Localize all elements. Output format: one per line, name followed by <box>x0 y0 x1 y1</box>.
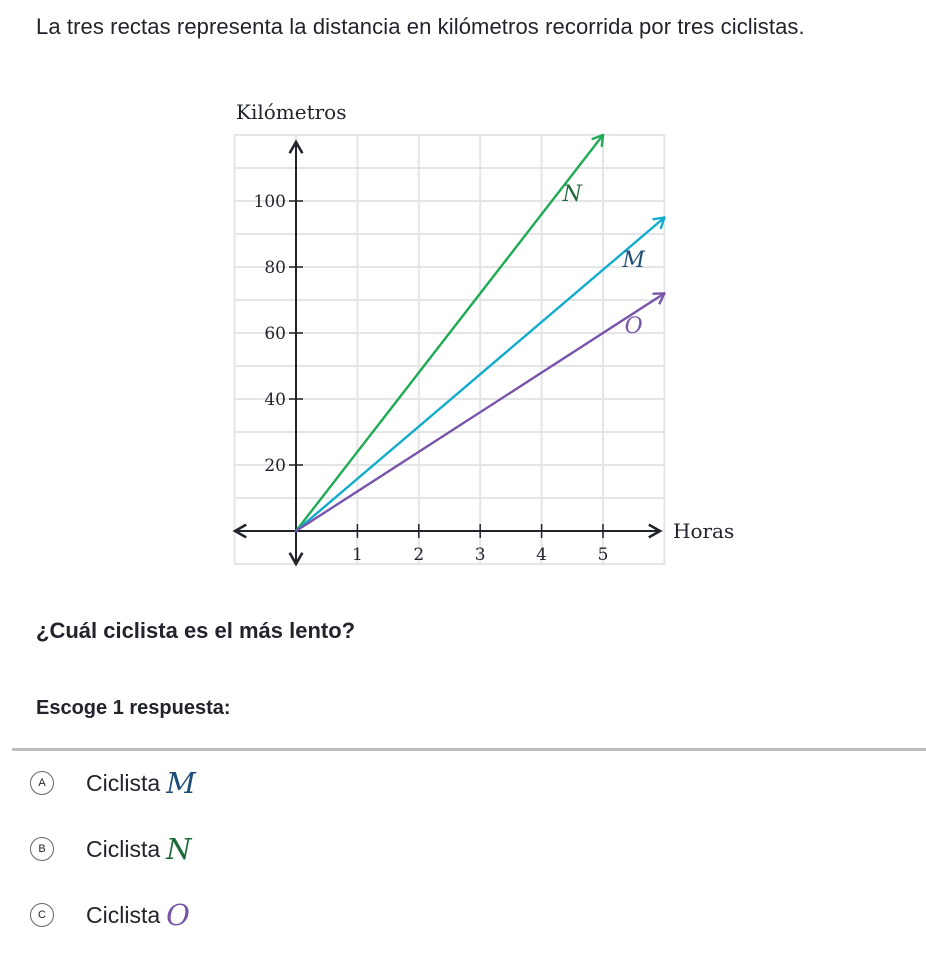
series-label-m: M <box>622 248 645 273</box>
choose-label: Escoge 1 respuesta: <box>36 697 231 719</box>
series-label-o: O <box>624 314 643 339</box>
problem-prompt: La tres rectas representa la distancia en kilómetros recorrida por tres ciclistas. <box>36 14 805 39</box>
choice-text-c: Ciclista <box>86 901 161 928</box>
x-tick-label: 3 <box>474 545 486 565</box>
x-tick-label: 1 <box>351 545 363 565</box>
choice-letter-c: C <box>30 903 54 927</box>
question-text: ¿Cuál ciclista es el más lento? <box>36 618 356 643</box>
choice-variable-b: N <box>166 832 192 866</box>
chart-ticks <box>254 192 609 565</box>
choice-variable-a: M <box>166 766 196 800</box>
x-tick-label: 4 <box>536 545 548 565</box>
chart-grid <box>235 135 665 564</box>
choice-a[interactable] <box>30 761 196 805</box>
choice-c[interactable] <box>30 893 190 937</box>
y-tick-label: 100 <box>253 192 286 212</box>
series-label-n: N <box>562 182 582 207</box>
x-axis-label: Horas <box>673 519 735 543</box>
y-axis-label: Kilómetros <box>236 100 347 124</box>
choice-letter-a: A <box>30 771 54 795</box>
chart-axes <box>235 142 660 564</box>
x-tick-label: 5 <box>597 545 609 565</box>
choice-text-b: Ciclista <box>86 835 161 862</box>
y-tick-label: 80 <box>264 258 286 278</box>
y-tick-label: 60 <box>264 324 286 344</box>
x-tick-label: 2 <box>413 545 425 565</box>
choice-letter-b: B <box>30 837 54 861</box>
choice-b[interactable] <box>30 827 192 871</box>
y-tick-label: 20 <box>264 456 286 476</box>
choice-variable-c: O <box>166 898 190 932</box>
y-tick-label: 40 <box>264 390 286 410</box>
divider <box>12 748 926 751</box>
choice-text-a: Ciclista <box>86 769 161 796</box>
grid-frame <box>235 135 665 564</box>
